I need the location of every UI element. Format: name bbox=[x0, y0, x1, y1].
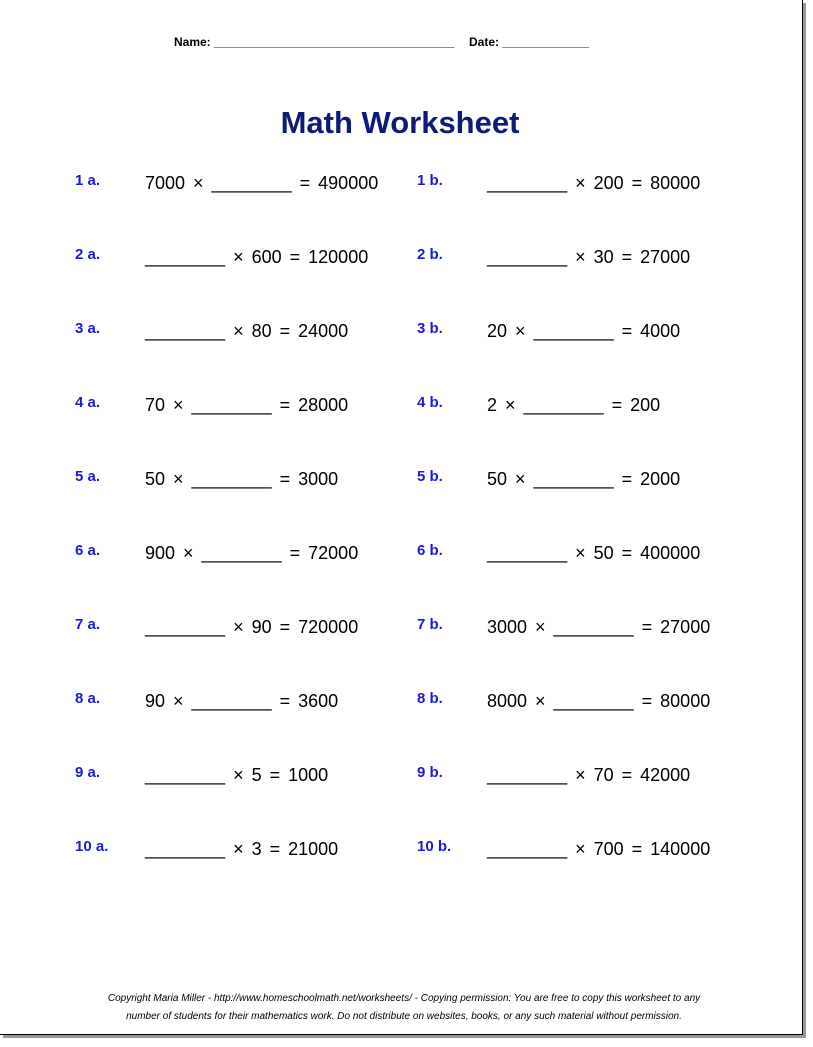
problem-expression: 90 × ________ = 3600 bbox=[145, 691, 339, 711]
problem-label: 1 b. bbox=[417, 172, 443, 189]
footer-line-2: number of students for their mathematics work. Do not distribute on websites, books, or any such material without permission. bbox=[126, 1011, 682, 1022]
problem-label: 8 b. bbox=[417, 690, 443, 707]
problem-expression: 8000 × ________ = 80000 bbox=[487, 691, 711, 711]
problem-expression: ________ × 70 = 42000 bbox=[487, 765, 691, 785]
problem-expression: 50 × ________ = 2000 bbox=[487, 469, 681, 489]
problem-label: 3 a. bbox=[75, 320, 101, 337]
problem-label: 6 b. bbox=[417, 542, 443, 559]
name-label: Name: bbox=[174, 35, 211, 49]
header-fields bbox=[174, 35, 589, 49]
problem-label: 7 a. bbox=[75, 616, 101, 633]
problem-expression: 900 × ________ = 72000 bbox=[145, 543, 359, 563]
problem-label: 2 b. bbox=[417, 246, 443, 263]
problem-label: 6 a. bbox=[75, 542, 101, 559]
date-label: Date: bbox=[468, 35, 499, 49]
problem-label: 9 b. bbox=[417, 764, 443, 781]
problem-label: 9 a. bbox=[75, 764, 101, 781]
problem-expression: ________ × 200 = 80000 bbox=[487, 173, 701, 193]
problem-label: 10 b. bbox=[417, 838, 452, 855]
page-title: Math Worksheet bbox=[280, 105, 520, 140]
problem-label: 3 b. bbox=[417, 320, 443, 337]
problem-label: 4 a. bbox=[75, 394, 101, 411]
footer-line-1: Copyright Maria Miller - http://www.homeschoolmath.net/worksheets/ - Copying permission: You are free to copy this worksheet to any bbox=[107, 993, 701, 1004]
problem-expression: 7000 × ________ = 490000 bbox=[145, 173, 379, 193]
problem-expression: ________ × 50 = 400000 bbox=[487, 543, 701, 563]
problem-label: 4 b. bbox=[417, 394, 443, 411]
problem-expression: ________ × 80 = 24000 bbox=[145, 321, 349, 341]
problem-expression: 70 × ________ = 28000 bbox=[145, 395, 349, 415]
problem-expression: ________ × 700 = 140000 bbox=[487, 839, 711, 859]
problem-expression: ________ × 3 = 21000 bbox=[145, 839, 339, 859]
problem-label: 1 a. bbox=[75, 172, 101, 189]
problem-expression: ________ × 90 = 720000 bbox=[145, 617, 359, 637]
problem-expression: ________ × 5 = 1000 bbox=[145, 765, 329, 785]
problem-expression: 3000 × ________ = 27000 bbox=[487, 617, 711, 637]
date-blank: _____________ bbox=[502, 35, 590, 49]
problem-label: 5 a. bbox=[75, 468, 101, 485]
problem-label: 10 a. bbox=[75, 838, 109, 855]
problem-expression: 50 × ________ = 3000 bbox=[145, 469, 339, 489]
name-blank: ____________________________________ bbox=[214, 35, 455, 49]
copyright-footer bbox=[0, 990, 808, 1026]
problem-label: 2 a. bbox=[75, 246, 101, 263]
problem-expression: 2 × ________ = 200 bbox=[487, 395, 661, 415]
problem-label: 5 b. bbox=[417, 468, 443, 485]
problem-expression: ________ × 600 = 120000 bbox=[145, 247, 369, 267]
problem-label: 7 b. bbox=[417, 616, 443, 633]
problem-expression: ________ × 30 = 27000 bbox=[487, 247, 691, 267]
problem-expression: 20 × ________ = 4000 bbox=[487, 321, 681, 341]
problem-label: 8 a. bbox=[75, 690, 101, 707]
